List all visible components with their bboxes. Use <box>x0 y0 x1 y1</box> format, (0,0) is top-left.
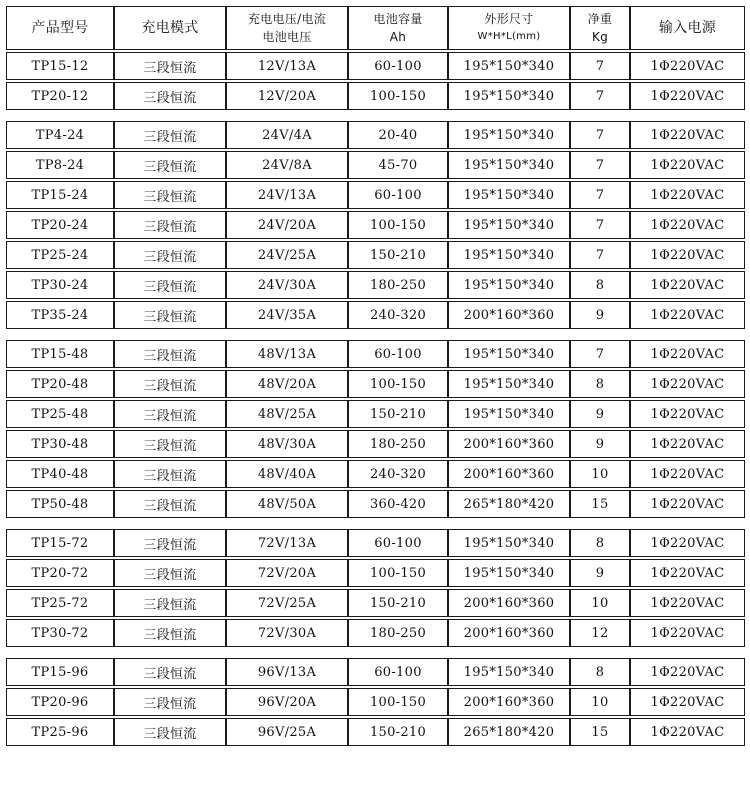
cell-size: 195*150*340 <box>448 82 570 110</box>
cell-model: TP15-48 <box>6 340 114 368</box>
cell-weight: 7 <box>570 151 630 179</box>
header-weight-line2: Kg <box>591 30 609 44</box>
cell-weight: 9 <box>570 430 630 458</box>
cell-weight: 12 <box>570 619 630 647</box>
cell-input: 1Φ220VAC <box>630 529 745 557</box>
cell-voltage: 48V/20A <box>226 370 348 398</box>
cell-size: 195*150*340 <box>448 529 570 557</box>
table-row <box>6 460 745 488</box>
cell-voltage: 72V/13A <box>226 529 348 557</box>
cell-model: TP30-72 <box>6 619 114 647</box>
cell-weight: 9 <box>570 400 630 428</box>
cell-voltage: 72V/30A <box>226 619 348 647</box>
cell-size: 195*150*340 <box>448 181 570 209</box>
table-row <box>6 430 745 458</box>
cell-size: 195*150*340 <box>448 400 570 428</box>
cell-voltage: 72V/20A <box>226 559 348 587</box>
cell-voltage: 48V/30A <box>226 430 348 458</box>
cell-model: TP50-48 <box>6 490 114 518</box>
cell-weight: 10 <box>570 460 630 488</box>
table-row <box>6 589 745 617</box>
cell-mode: 三段恒流 <box>114 181 226 209</box>
cell-weight: 7 <box>570 52 630 80</box>
header-voltage <box>226 6 348 50</box>
cell-size: 200*160*360 <box>448 688 570 716</box>
header-size-line2: W*H*L(mm) <box>477 31 541 42</box>
cell-voltage: 48V/50A <box>226 490 348 518</box>
cell-size: 195*150*340 <box>448 559 570 587</box>
cell-weight: 9 <box>570 301 630 329</box>
cell-voltage: 48V/40A <box>226 460 348 488</box>
spec-table-body <box>6 6 745 746</box>
cell-mode: 三段恒流 <box>114 400 226 428</box>
cell-capacity: 100-150 <box>348 559 448 587</box>
cell-capacity: 180-250 <box>348 619 448 647</box>
cell-weight: 7 <box>570 82 630 110</box>
cell-capacity: 240-320 <box>348 301 448 329</box>
header-voltage-line2: 电池电压 <box>262 30 312 44</box>
table-row <box>6 82 745 110</box>
table-row <box>6 559 745 587</box>
header-capacity-line1: 电池容量 <box>373 12 423 26</box>
table-row <box>6 619 745 647</box>
cell-input: 1Φ220VAC <box>630 619 745 647</box>
cell-mode: 三段恒流 <box>114 619 226 647</box>
cell-model: TP40-48 <box>6 460 114 488</box>
header-size <box>448 6 570 50</box>
table-row <box>6 370 745 398</box>
cell-capacity: 60-100 <box>348 52 448 80</box>
header-row <box>6 6 745 50</box>
cell-capacity: 60-100 <box>348 340 448 368</box>
cell-model: TP30-24 <box>6 271 114 299</box>
cell-voltage: 72V/25A <box>226 589 348 617</box>
cell-mode: 三段恒流 <box>114 589 226 617</box>
cell-capacity: 100-150 <box>348 211 448 239</box>
cell-mode: 三段恒流 <box>114 490 226 518</box>
group-separator-cell <box>6 112 745 119</box>
cell-voltage: 12V/13A <box>226 52 348 80</box>
cell-size: 265*180*420 <box>448 718 570 746</box>
cell-weight: 15 <box>570 490 630 518</box>
table-row <box>6 121 745 149</box>
cell-model: TP25-96 <box>6 718 114 746</box>
cell-model: TP8-24 <box>6 151 114 179</box>
cell-input: 1Φ220VAC <box>630 340 745 368</box>
cell-model: TP25-72 <box>6 589 114 617</box>
table-row <box>6 658 745 686</box>
cell-capacity: 100-150 <box>348 688 448 716</box>
cell-mode: 三段恒流 <box>114 718 226 746</box>
table-row <box>6 490 745 518</box>
cell-capacity: 60-100 <box>348 529 448 557</box>
cell-weight: 7 <box>570 340 630 368</box>
cell-weight: 7 <box>570 211 630 239</box>
cell-size: 200*160*360 <box>448 589 570 617</box>
cell-size: 195*150*340 <box>448 52 570 80</box>
group-separator <box>6 331 745 338</box>
cell-size: 195*150*340 <box>448 658 570 686</box>
cell-input: 1Φ220VAC <box>630 301 745 329</box>
cell-input: 1Φ220VAC <box>630 370 745 398</box>
cell-capacity: 180-250 <box>348 271 448 299</box>
cell-weight: 8 <box>570 271 630 299</box>
table-row <box>6 52 745 80</box>
cell-input: 1Φ220VAC <box>630 490 745 518</box>
cell-capacity: 20-40 <box>348 121 448 149</box>
cell-input: 1Φ220VAC <box>630 151 745 179</box>
cell-size: 200*160*360 <box>448 460 570 488</box>
cell-mode: 三段恒流 <box>114 529 226 557</box>
header-capacity <box>348 6 448 50</box>
cell-model: TP30-48 <box>6 430 114 458</box>
cell-voltage: 24V/8A <box>226 151 348 179</box>
cell-input: 1Φ220VAC <box>630 400 745 428</box>
cell-mode: 三段恒流 <box>114 559 226 587</box>
cell-weight: 7 <box>570 241 630 269</box>
cell-voltage: 24V/20A <box>226 211 348 239</box>
cell-weight: 7 <box>570 121 630 149</box>
cell-capacity: 60-100 <box>348 658 448 686</box>
cell-mode: 三段恒流 <box>114 271 226 299</box>
table-row <box>6 301 745 329</box>
cell-mode: 三段恒流 <box>114 301 226 329</box>
cell-weight: 10 <box>570 688 630 716</box>
cell-voltage: 48V/13A <box>226 340 348 368</box>
cell-input: 1Φ220VAC <box>630 589 745 617</box>
cell-mode: 三段恒流 <box>114 241 226 269</box>
cell-weight: 10 <box>570 589 630 617</box>
cell-voltage: 24V/35A <box>226 301 348 329</box>
cell-size: 195*150*340 <box>448 151 570 179</box>
cell-mode: 三段恒流 <box>114 688 226 716</box>
cell-voltage: 24V/13A <box>226 181 348 209</box>
cell-size: 200*160*360 <box>448 430 570 458</box>
cell-model: TP20-12 <box>6 82 114 110</box>
cell-input: 1Φ220VAC <box>630 241 745 269</box>
cell-model: TP35-24 <box>6 301 114 329</box>
cell-size: 195*150*340 <box>448 340 570 368</box>
table-row <box>6 718 745 746</box>
cell-model: TP20-48 <box>6 370 114 398</box>
cell-weight: 7 <box>570 181 630 209</box>
cell-mode: 三段恒流 <box>114 211 226 239</box>
cell-capacity: 240-320 <box>348 460 448 488</box>
cell-model: TP20-96 <box>6 688 114 716</box>
cell-model: TP25-24 <box>6 241 114 269</box>
cell-input: 1Φ220VAC <box>630 82 745 110</box>
cell-voltage: 96V/20A <box>226 688 348 716</box>
table-row <box>6 340 745 368</box>
cell-input: 1Φ220VAC <box>630 271 745 299</box>
cell-mode: 三段恒流 <box>114 340 226 368</box>
cell-size: 265*180*420 <box>448 490 570 518</box>
cell-capacity: 100-150 <box>348 370 448 398</box>
cell-voltage: 12V/20A <box>226 82 348 110</box>
cell-input: 1Φ220VAC <box>630 430 745 458</box>
cell-size: 200*160*360 <box>448 619 570 647</box>
cell-input: 1Φ220VAC <box>630 688 745 716</box>
group-separator <box>6 520 745 527</box>
header-mode: 充电模式 <box>114 6 226 50</box>
cell-size: 195*150*340 <box>448 241 570 269</box>
header-capacity-line2: Ah <box>389 30 407 44</box>
cell-voltage: 24V/25A <box>226 241 348 269</box>
cell-input: 1Φ220VAC <box>630 658 745 686</box>
cell-size: 195*150*340 <box>448 370 570 398</box>
cell-model: TP20-24 <box>6 211 114 239</box>
cell-mode: 三段恒流 <box>114 430 226 458</box>
charger-spec-table <box>6 4 745 748</box>
cell-capacity: 150-210 <box>348 718 448 746</box>
cell-weight: 8 <box>570 658 630 686</box>
cell-model: TP20-72 <box>6 559 114 587</box>
cell-mode: 三段恒流 <box>114 460 226 488</box>
cell-mode: 三段恒流 <box>114 52 226 80</box>
group-separator-cell <box>6 649 745 656</box>
cell-size: 195*150*340 <box>448 271 570 299</box>
cell-input: 1Φ220VAC <box>630 718 745 746</box>
cell-input: 1Φ220VAC <box>630 211 745 239</box>
cell-model: TP4-24 <box>6 121 114 149</box>
header-weight-line1: 净重 <box>587 12 613 26</box>
cell-size: 200*160*360 <box>448 301 570 329</box>
group-separator <box>6 649 745 656</box>
group-separator-cell <box>6 331 745 338</box>
cell-capacity: 100-150 <box>348 82 448 110</box>
cell-mode: 三段恒流 <box>114 82 226 110</box>
cell-model: TP15-96 <box>6 658 114 686</box>
cell-capacity: 150-210 <box>348 589 448 617</box>
cell-mode: 三段恒流 <box>114 370 226 398</box>
header-input: 输入电源 <box>630 6 745 50</box>
cell-model: TP15-12 <box>6 52 114 80</box>
table-row <box>6 181 745 209</box>
cell-voltage: 24V/30A <box>226 271 348 299</box>
cell-size: 195*150*340 <box>448 211 570 239</box>
group-separator-cell <box>6 520 745 527</box>
cell-model: TP15-72 <box>6 529 114 557</box>
table-row <box>6 400 745 428</box>
table-row <box>6 151 745 179</box>
cell-input: 1Φ220VAC <box>630 460 745 488</box>
cell-capacity: 150-210 <box>348 241 448 269</box>
cell-weight: 9 <box>570 559 630 587</box>
cell-capacity: 360-420 <box>348 490 448 518</box>
cell-input: 1Φ220VAC <box>630 181 745 209</box>
cell-weight: 8 <box>570 370 630 398</box>
table-row <box>6 688 745 716</box>
table-row <box>6 211 745 239</box>
cell-input: 1Φ220VAC <box>630 52 745 80</box>
header-weight <box>570 6 630 50</box>
cell-model: TP25-48 <box>6 400 114 428</box>
cell-capacity: 180-250 <box>348 430 448 458</box>
cell-size: 195*150*340 <box>448 121 570 149</box>
header-voltage-line1: 充电电压/电流 <box>247 12 327 26</box>
table-row <box>6 529 745 557</box>
cell-capacity: 60-100 <box>348 181 448 209</box>
cell-weight: 8 <box>570 529 630 557</box>
header-size-line1: 外形尺寸 <box>484 12 534 26</box>
cell-voltage: 96V/25A <box>226 718 348 746</box>
cell-model: TP15-24 <box>6 181 114 209</box>
cell-weight: 15 <box>570 718 630 746</box>
table-row <box>6 241 745 269</box>
table-row <box>6 271 745 299</box>
cell-mode: 三段恒流 <box>114 121 226 149</box>
group-separator <box>6 112 745 119</box>
cell-voltage: 96V/13A <box>226 658 348 686</box>
header-model: 产品型号 <box>6 6 114 50</box>
cell-input: 1Φ220VAC <box>630 559 745 587</box>
cell-capacity: 45-70 <box>348 151 448 179</box>
cell-mode: 三段恒流 <box>114 151 226 179</box>
cell-voltage: 24V/4A <box>226 121 348 149</box>
cell-input: 1Φ220VAC <box>630 121 745 149</box>
cell-voltage: 48V/25A <box>226 400 348 428</box>
cell-capacity: 150-210 <box>348 400 448 428</box>
cell-mode: 三段恒流 <box>114 658 226 686</box>
